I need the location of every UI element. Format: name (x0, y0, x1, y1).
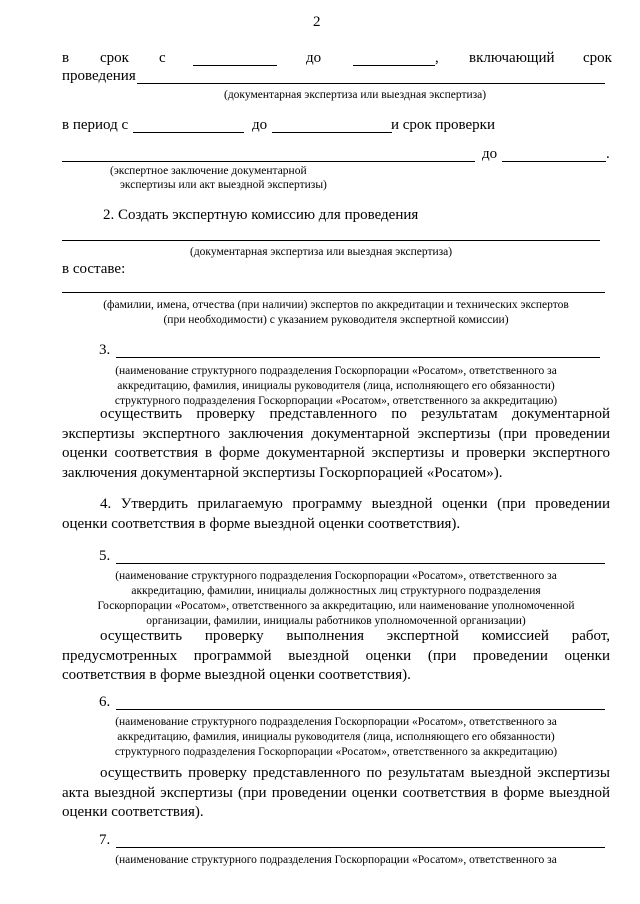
line4-dot: . (606, 146, 610, 162)
in-period-label: в период с (62, 117, 129, 133)
caption-item-7-line-1: (наименование структурного подразделения Госкорпорации «Росатом», ответственного за (115, 854, 557, 866)
item-7-blank[interactable] (116, 847, 605, 848)
caption-item-6 (62, 715, 610, 760)
item-7-number: 7. (99, 832, 111, 848)
caption-experts-line-2: (при необходимости) с указанием руководителя экспертной комиссии) (163, 314, 509, 326)
commission-type-blank[interactable] (62, 240, 600, 241)
word-v: в (62, 50, 70, 66)
word-do: до (306, 50, 322, 66)
word-srok: срок (100, 50, 129, 66)
item-2-text: 2. Создать экспертную комиссию для проведения (103, 207, 419, 223)
item-5-number: 5. (99, 548, 111, 564)
caption-item-5-line-3: Госкорпорации «Росатом», ответственного за аккредитацию, или наименование уполномоченной (97, 600, 575, 612)
caption-item-6-line-2: аккредитацию, фамилия, инициалы руководителя (лица, исполняющего его обязанности) (117, 731, 555, 743)
period-from-blank[interactable] (133, 132, 244, 133)
item-3-number: 3. (99, 342, 111, 358)
caption-item-5-line-2: аккредитацию, фамилии, инициалы должностных лиц структурного подразделения (131, 585, 541, 597)
conclusion-date-blank[interactable] (502, 161, 606, 162)
caption-item-3-line-3: структурного подразделения Госкорпорации «Росатом», ответственного за аккредитацию) (114, 395, 558, 407)
expertise-type-blank[interactable] (137, 83, 605, 84)
caption-item-5 (62, 569, 610, 629)
item-6-blank[interactable] (116, 709, 605, 710)
caption-conclusion-2: экспертизы или акт выездной экспертизы) (120, 179, 327, 191)
composition-blank[interactable] (62, 292, 605, 293)
paragraph-4-line-1: 4. Утвердить прилагаемую программу выездной оценки (при проведении (100, 496, 610, 512)
check-term-label: и срок проверки (391, 117, 495, 133)
paragraph-3-line-2: экспертизы экспертного заключения документарной экспертизы (при проведении (62, 425, 610, 442)
line4-do: до (482, 146, 498, 162)
item-6-number: 6. (99, 694, 111, 710)
caption-item-3-line-2: аккредитацию, фамилия, инициалы руководителя (лица, исполняющего его обязанности) (117, 380, 555, 392)
caption-item-6-line-1: (наименование структурного подразделения Госкорпорации «Росатом», ответственного за (115, 716, 557, 728)
caption-item-7 (62, 853, 610, 868)
paragraph-4 (62, 495, 610, 534)
paragraph-3 (62, 405, 610, 483)
word-provedeniya: проведения (62, 68, 136, 84)
caption-commission-type: (документарная экспертиза или выездная экспертиза) (190, 246, 453, 258)
paragraph-6 (62, 764, 610, 823)
caption-item-5-line-1: (наименование структурного подразделения Госкорпорации «Росатом», ответственного за (115, 570, 557, 582)
paragraph-3-line-3: оценки соответствия в форме документарной экспертизы и проверки экспертного (62, 445, 610, 461)
caption-item-6-line-3: структурного подразделения Госкорпорации «Росатом», ответственного за аккредитацию) (114, 746, 558, 758)
period-do: до (252, 117, 268, 133)
page-number: 2 (313, 14, 321, 30)
word-srok-2: срок (583, 50, 612, 66)
period-to-blank[interactable] (272, 132, 392, 133)
paragraph-6-line-1: осуществить проверку представленного по результатам выездной экспертизы (100, 765, 610, 781)
caption-item-5-line-4: организации, фамилии, инициалы работников уполномоченной организации) (146, 615, 526, 627)
caption-experts-line-1: (фамилии, имена, отчества (при наличии) экспертов по аккредитации и технических экспертов (103, 299, 569, 311)
caption-conclusion-1: (экспертное заключение документарной (110, 165, 307, 177)
paragraph-6-line-2: акта выездной экспертизы (при проведении оценки соответствия в форме выездной (62, 784, 610, 801)
caption-expertise-type: (документарная экспертиза или выездная экспертиза) (224, 89, 487, 101)
paragraph-6-line-3: оценки соответствия). (62, 804, 204, 820)
item-5-blank[interactable] (116, 563, 605, 564)
paragraph-4-line-2: оценки соответствия в форме выездной оценки соответствия). (62, 515, 461, 532)
item-3-blank[interactable] (116, 357, 600, 358)
paragraph-5-line-1: осуществить проверку выполнения экспертной комиссией работ, (100, 628, 610, 644)
conclusion-blank[interactable] (62, 161, 475, 162)
caption-item-3 (62, 364, 610, 409)
caption-experts (62, 298, 610, 328)
comma: , (435, 50, 439, 66)
word-s: с (159, 50, 166, 66)
composition-label: в составе: (62, 261, 126, 277)
date-to-blank[interactable] (353, 65, 435, 66)
paragraph-3-line-4: заключения документарной экспертизы Госкорпорацией «Росатом»). (62, 464, 503, 481)
date-from-blank[interactable] (193, 65, 277, 66)
caption-item-3-line-1: (наименование структурного подразделения Госкорпорации «Росатом», ответственного за (115, 365, 557, 377)
paragraph-5-line-3: соответствия в форме выездной оценки соответствия). (62, 667, 411, 683)
paragraph-5-line-2: предусмотренных программой выездной оценки (при проведении оценки (62, 647, 610, 664)
word-including: включающий (469, 50, 555, 66)
paragraph-5 (62, 627, 610, 686)
paragraph-3-line-1: осуществить проверку представленного по результатам документарной (100, 406, 610, 422)
